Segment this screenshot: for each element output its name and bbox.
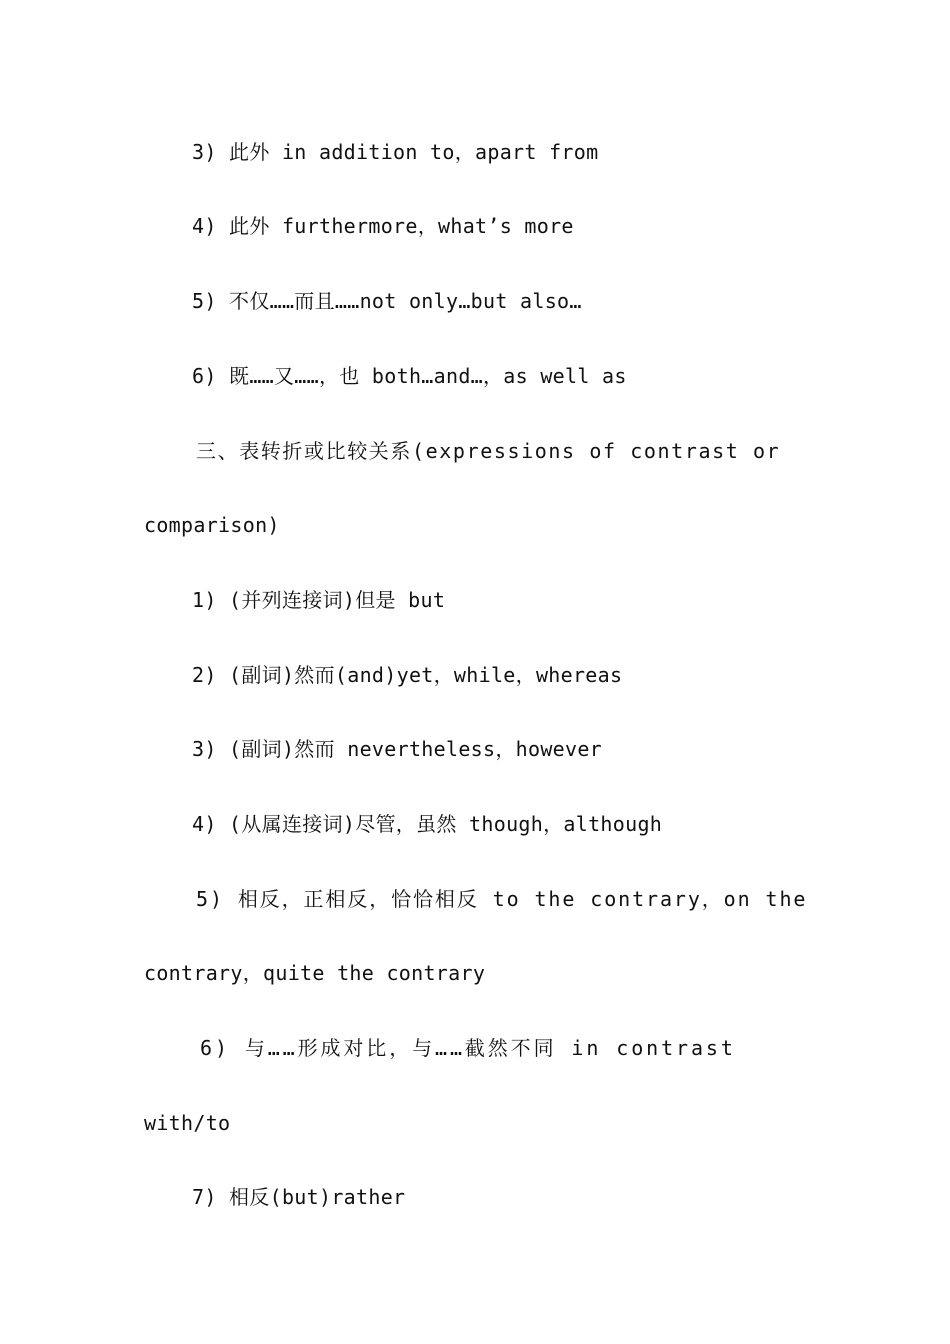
list-item-addition-3: 3) 此外 in addition to，apart from — [192, 140, 599, 164]
list-item-contrast-7: 7) 相反(but)rather — [192, 1185, 406, 1209]
section-heading-contrast-continued: comparison) — [144, 513, 280, 537]
list-item-addition-6: 6) 既……又……，也 both…and…，as well as — [192, 364, 627, 388]
list-item-contrast-1: 1) (并列连接词)但是 but — [192, 588, 446, 612]
section-heading-contrast: 三、表转折或比较关系(expressions of contrast or — [196, 439, 781, 463]
list-item-contrast-6-continued: with/to — [144, 1111, 231, 1135]
list-item-addition-5: 5) 不仅……而且……not only…but also… — [192, 289, 582, 313]
list-item-contrast-4: 4) (从属连接词)尽管，虽然 though，although — [192, 812, 663, 836]
list-item-contrast-6: 6) 与……形成对比，与……截然不同 in contrast — [200, 1036, 736, 1060]
list-item-contrast-3: 3) (副词)然而 nevertheless，however — [192, 737, 603, 761]
list-item-contrast-2: 2) (副词)然而(and)yet，while，whereas — [192, 663, 623, 687]
list-item-contrast-5-continued: contrary，quite the contrary — [144, 961, 486, 985]
list-item-contrast-5: 5) 相反，正相反，恰恰相反 to the contrary，on the — [196, 887, 808, 911]
list-item-addition-4: 4) 此外 furthermore，what’s more — [192, 214, 574, 238]
